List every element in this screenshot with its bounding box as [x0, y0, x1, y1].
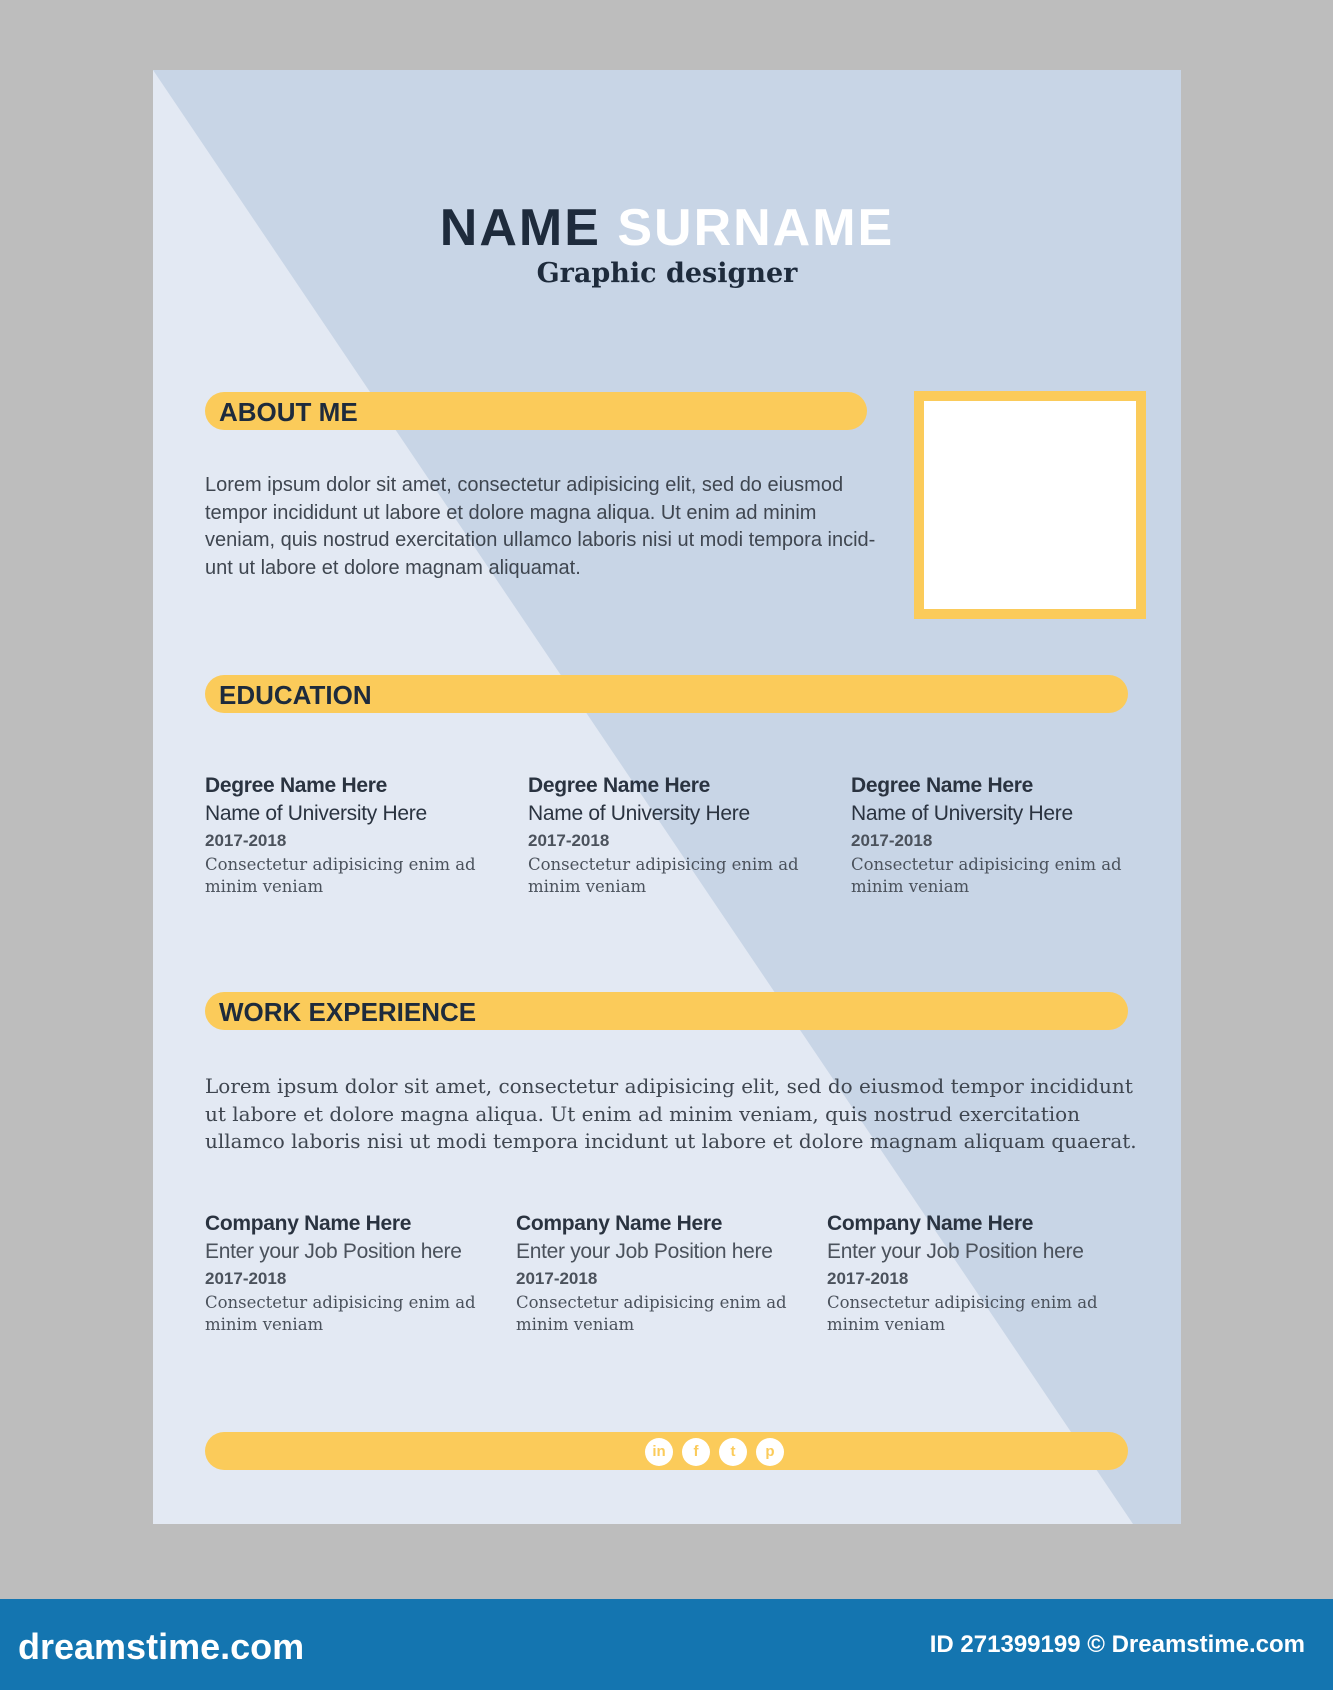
resume-name — [153, 198, 1181, 258]
work-heading: WORK EXPERIENCE — [219, 997, 477, 1027]
watermark-id: ID 271399199 © Dreamstime.com — [929, 1631, 1305, 1658]
company-name: Company Name Here — [827, 1212, 1034, 1235]
linkedin-icon[interactable]: in — [645, 1438, 673, 1466]
surname: SURNAME — [617, 199, 895, 257]
work-description: Consectetur adipisicing enim ad minim veniam — [827, 1293, 1098, 1334]
education-heading: EDUCATION — [219, 680, 372, 710]
degree-name: Degree Name Here — [851, 774, 1033, 797]
education-heading-bar — [205, 675, 1128, 713]
education-years: 2017-2018 — [528, 831, 610, 850]
work-years: 2017-2018 — [205, 1269, 287, 1288]
work-years: 2017-2018 — [827, 1269, 909, 1288]
degree-name: Degree Name Here — [528, 774, 710, 797]
first-name: NAME — [439, 199, 601, 257]
about-heading-bar — [205, 392, 867, 430]
facebook-icon[interactable]: f — [682, 1438, 710, 1466]
work-description: Consectetur adipisicing enim ad minim veniam — [205, 1293, 476, 1334]
about-heading: ABOUT ME — [219, 397, 358, 427]
degree-name: Degree Name Here — [205, 774, 387, 797]
education-years: 2017-2018 — [851, 831, 933, 850]
job-position: Enter your Job Position here — [516, 1240, 773, 1263]
university-name: Name of University Here — [528, 802, 750, 825]
social-bar — [205, 1432, 1128, 1470]
watermark-footer — [0, 1599, 1333, 1690]
education-description: Consectetur adipisicing enim ad minim veniam — [205, 855, 476, 896]
university-name: Name of University Here — [205, 802, 427, 825]
work-item — [205, 1210, 505, 1336]
work-item — [516, 1210, 816, 1336]
education-description: Consectetur adipisicing enim ad minim veniam — [851, 855, 1122, 896]
watermark-brand: dreamstime.com — [18, 1626, 305, 1667]
resume-page — [153, 70, 1181, 1524]
education-item — [528, 772, 828, 898]
twitter-icon[interactable]: t — [719, 1438, 747, 1466]
education-item — [851, 772, 1151, 898]
work-heading-bar — [205, 992, 1128, 1030]
work-text: Lorem ipsum dolor sit amet, consectetur adipisicing elit, sed do eiusmod tempor incididunt ut labore et dolore magna aliqua. Ut enim ad minim veniam, quis nostrud exercitation ullamco laboris nisi ut modi tempora incidunt ut labore et dolore magnam aliquam quaerat. — [205, 1074, 1137, 1153]
job-position: Enter your Job Position here — [827, 1240, 1084, 1263]
work-description: Consectetur adipisicing enim ad minim veniam — [516, 1293, 787, 1334]
social-icons — [645, 1438, 784, 1466]
company-name: Company Name Here — [205, 1212, 412, 1235]
pinterest-icon[interactable]: p — [756, 1438, 784, 1466]
education-item — [205, 772, 505, 898]
education-years: 2017-2018 — [205, 831, 287, 850]
job-position: Enter your Job Position here — [205, 1240, 462, 1263]
work-years: 2017-2018 — [516, 1269, 598, 1288]
about-text: Lorem ipsum dolor sit amet, consectetur adipisicing elit, sed do eiusmod tempor incididunt ut labore et dolore magna aliqua. Ut enim ad minim veniam, quis nostrud exercitation ullamco laboris nisi ut modi tempora incid-unt ut labore et dolore magnam aliquamat. — [205, 474, 876, 579]
company-name: Company Name Here — [516, 1212, 723, 1235]
education-description: Consectetur adipisicing enim ad minim veniam — [528, 855, 799, 896]
photo-placeholder — [914, 391, 1146, 619]
job-title: Graphic designer — [536, 258, 798, 289]
university-name: Name of University Here — [851, 802, 1073, 825]
work-item — [827, 1210, 1127, 1336]
